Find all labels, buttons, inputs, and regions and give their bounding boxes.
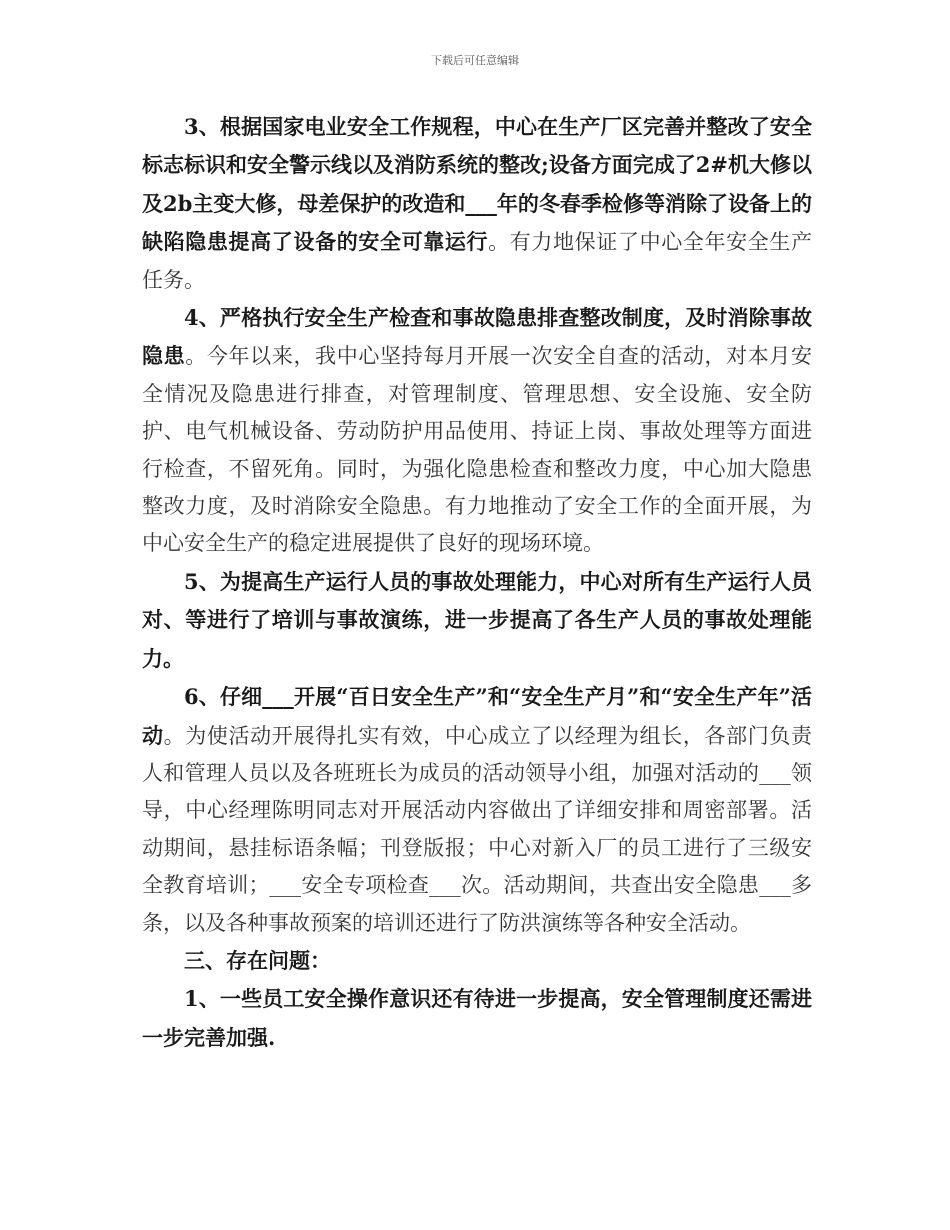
paragraph-item-5: [142, 563, 812, 678]
section-heading-text: 三、存在问题：: [184, 947, 331, 973]
paragraph-problem-1: [142, 980, 812, 1057]
paragraph-item-3: [142, 108, 812, 299]
paragraph-bold-text: 6、仔细___开展“百日安全生产”和“安全生产月”和“安全生产年”活动: [142, 684, 812, 748]
paragraph-bold-text: 3、根据国家电业安全工作规程，中心在生产厂区完善并整改了安全标志标识和安全警示线以及消防系统的整改;设备方面完成了2#机大修以及2b主变大修，母差保护的改造和___年的冬春季检修等消除了设备上的缺陷隐患提高了设备的安全可靠运行: [142, 114, 812, 255]
paragraph-bold-text: 4、严格执行安全生产检查和事故隐患排查整改制度，及时消除事故隐患: [142, 305, 812, 369]
paragraph-normal-text: 。今年以来，我中心坚持每月开展一次安全自查的活动，对本月安全情况及隐患进行排查，对管理制度、管理思想、安全设施、安全防护、电气机械设备、劳动防护用品使用、持证上岗、事故处理等方面进行检查，不留死角。同时，为强化隐患检查和整改力度，中心加大隐患整改力度，及时消除安全隐患。有力地推动了安全工作的全面开展，为中心安全生产的稳定进展提供了良好的现场环境。: [142, 344, 813, 556]
document-body: [142, 108, 812, 1057]
paragraph-normal-text: 。为使活动开展得扎实有效，中心成立了以经理为组长，各部门负责人和管理人员以及各班班长为成员的活动领导小组，加强对活动的___领导，中心经理陈明同志对开展活动内容做出了详细安排和周密部署。活动期间，悬挂标语条幅；刊登版报；中心对新入厂的员工进行了三级安全教育培训；___安全专项检查___次。活动期间，共查出安全隐患___多条，以及各种事故预案的培训还进行了防洪演练等各种安全活动。: [142, 723, 813, 935]
section-heading-problems: [142, 942, 812, 980]
paragraph-bold-text: 5、为提高生产运行人员的事故处理能力，中心对所有生产运行人员对、等进行了培训与事故演练，进一步提高了各生产人员的事故处理能力。: [142, 568, 812, 671]
paragraph-item-4: [142, 299, 812, 563]
paragraph-normal-text: 。有力地保证了中心全年安全生产任务。: [142, 230, 813, 292]
page-header: 下载后可任意编辑: [431, 54, 519, 67]
paragraph-bold-text: 1、一些员工安全操作意识还有待进一步提高，安全管理制度还需进一步完善加强.: [142, 986, 812, 1050]
paragraph-item-6: [142, 678, 812, 942]
